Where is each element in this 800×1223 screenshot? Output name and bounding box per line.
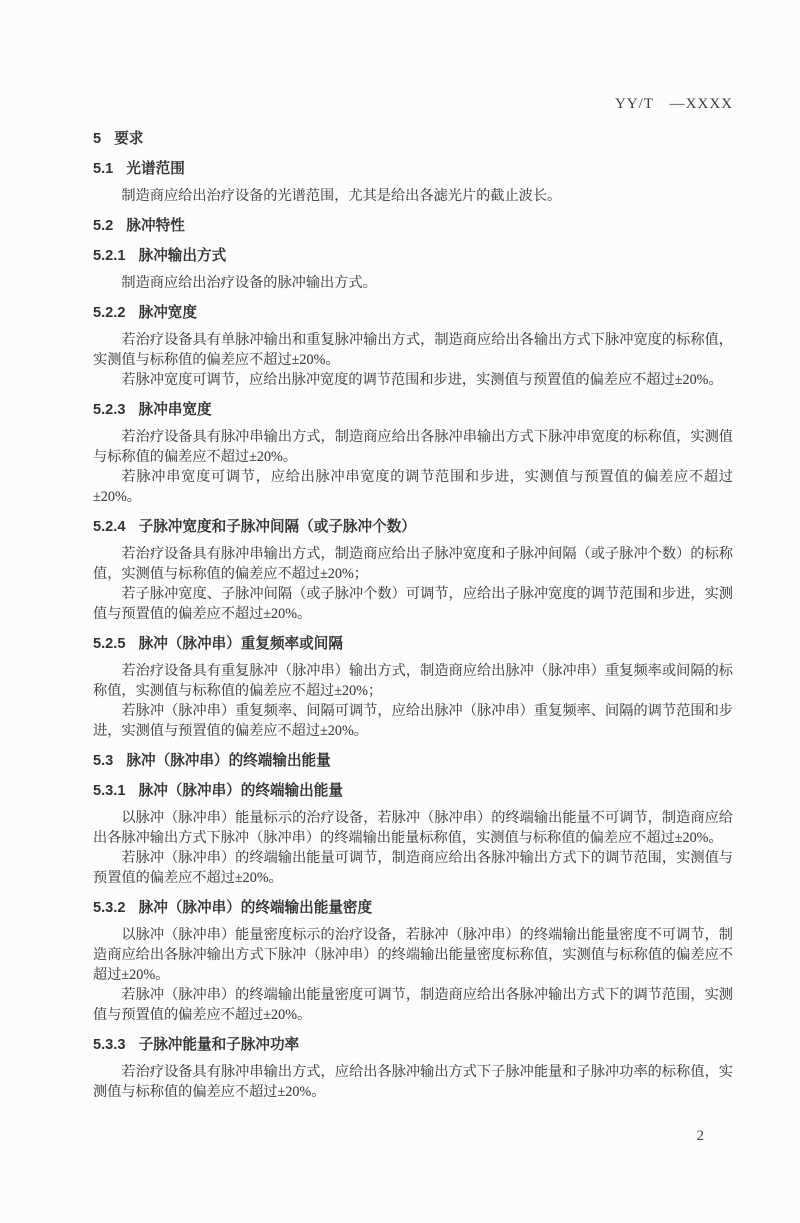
document-content <box>93 129 733 1102</box>
paragraph: 以脉冲（脉冲串）能量密度标示的治疗设备，若脉冲（脉冲串）的终端输出能量密度不可调节，制造商应给出各脉冲输出方式下脉冲（脉冲串）的终端输出能量密度标称值，实测值与标称值的偏差应不超过±20%。 <box>93 927 733 983</box>
paragraph: 若治疗设备具有脉冲串输出方式，制造商应给出各脉冲串输出方式下脉冲串宽度的标称值，实测值与标称值的偏差应不超过±20%。 <box>93 429 733 465</box>
paragraph: 若脉冲（脉冲串）重复频率、间隔可调节，应给出脉冲（脉冲串）重复频率、间隔的调节范围和步进，实测值与预置值的偏差应不超过±20%。 <box>93 703 733 739</box>
section-title: 脉冲输出方式 <box>138 248 227 264</box>
section-title: 脉冲（脉冲串）重复频率或间隔 <box>138 636 343 652</box>
page-header <box>93 92 733 113</box>
section-number: 5.3.2 <box>93 900 126 916</box>
section-heading-5.2.1 <box>93 246 733 266</box>
section-heading-5.3.3 <box>93 1035 733 1055</box>
section-title: 脉冲串宽度 <box>138 402 212 418</box>
section-number: 5.2.5 <box>93 636 126 652</box>
section-heading-5.3.2 <box>93 898 733 918</box>
document-page <box>0 92 800 1223</box>
section-number: 5 <box>93 131 102 147</box>
paragraph: 若脉冲宽度可调节，应给出脉冲宽度的调节范围和步进，实测值与预置值的偏差应不超过±20%。 <box>121 372 723 388</box>
section-heading-5 <box>93 129 733 149</box>
section-title: 脉冲（脉冲串）的终端输出能量 <box>126 753 331 769</box>
section-title: 要求 <box>114 131 144 147</box>
paragraph: 若脉冲（脉冲串）的终端输出能量可调节，制造商应给出各脉冲输出方式下的调节范围，实测值与预置值的偏差应不超过±20%。 <box>93 850 733 886</box>
section-number: 5.2.1 <box>93 248 126 264</box>
paragraph: 制造商应给出治疗设备的脉冲输出方式。 <box>121 275 377 291</box>
section-number: 5.3 <box>93 753 114 769</box>
section-heading-5.1 <box>93 159 733 179</box>
section-number: 5.2.3 <box>93 402 126 418</box>
standard-number: YY/T —XXXX <box>614 96 733 112</box>
paragraph: 若治疗设备具有单脉冲输出和重复脉冲输出方式，制造商应给出各输出方式下脉冲宽度的标称值，实测值与标称值的偏差应不超过±20%。 <box>93 332 733 368</box>
section-title: 脉冲（脉冲串）的终端输出能量 <box>138 783 343 799</box>
section-number: 5.3.1 <box>93 783 126 799</box>
section-heading-5.2 <box>93 216 733 236</box>
paragraph: 若脉冲（脉冲串）的终端输出能量密度可调节，制造商应给出各脉冲输出方式下的调节范围，实测值与预置值的偏差应不超过±20%。 <box>93 987 733 1023</box>
section-number: 5.1 <box>93 161 114 177</box>
section-heading-5.2.2 <box>93 303 733 323</box>
section-title: 子脉冲能量和子脉冲功率 <box>138 1037 300 1053</box>
section-title: 脉冲宽度 <box>138 305 197 321</box>
section-title: 光谱范围 <box>126 161 185 177</box>
paragraph: 若治疗设备具有脉冲串输出方式，应给出各脉冲输出方式下子脉冲能量和子脉冲功率的标称值，实测值与标称值的偏差应不超过±20%。 <box>93 1064 733 1100</box>
section-number: 5.2.4 <box>93 519 126 535</box>
paragraph: 若脉冲串宽度可调节，应给出脉冲串宽度的调节范围和步进，实测值与预置值的偏差应不超过±20%。 <box>93 469 733 505</box>
section-heading-5.2.5 <box>93 634 733 654</box>
section-heading-5.3 <box>93 751 733 771</box>
section-title: 脉冲（脉冲串）的终端输出能量密度 <box>138 900 373 916</box>
section-heading-5.3.1 <box>93 781 733 801</box>
section-heading-5.2.4 <box>93 517 733 537</box>
section-heading-5.2.3 <box>93 400 733 420</box>
paragraph: 制造商应给出治疗设备的光谱范围，尤其是给出各滤光片的截止波长。 <box>121 188 562 204</box>
section-title: 子脉冲宽度和子脉冲间隔（或子脉冲个数） <box>138 519 416 535</box>
section-number: 5.3.3 <box>93 1037 126 1053</box>
page-number: 2 <box>696 1128 704 1144</box>
paragraph: 若子脉冲宽度、子脉冲间隔（或子脉冲个数）可调节，应给出子脉冲宽度的调节范围和步进，实测值与预置值的偏差应不超过±20%。 <box>93 586 733 622</box>
section-number: 5.2 <box>93 218 114 234</box>
section-number: 5.2.2 <box>93 305 126 321</box>
section-title: 脉冲特性 <box>126 218 185 234</box>
paragraph: 以脉冲（脉冲串）能量标示的治疗设备，若脉冲（脉冲串）的终端输出能量不可调节，制造商应给出各脉冲输出方式下脉冲（脉冲串）的终端输出能量标称值，实测值与标称值的偏差应不超过±20%。 <box>93 810 733 846</box>
paragraph: 若治疗设备具有脉冲串输出方式，制造商应给出子脉冲宽度和子脉冲间隔（或子脉冲个数）的标称值，实测值与标称值的偏差应不超过±20%； <box>93 546 733 582</box>
paragraph: 若治疗设备具有重复脉冲（脉冲串）输出方式，制造商应给出脉冲（脉冲串）重复频率或间隔的标称值，实测值与标称值的偏差应不超过±20%； <box>93 663 733 699</box>
